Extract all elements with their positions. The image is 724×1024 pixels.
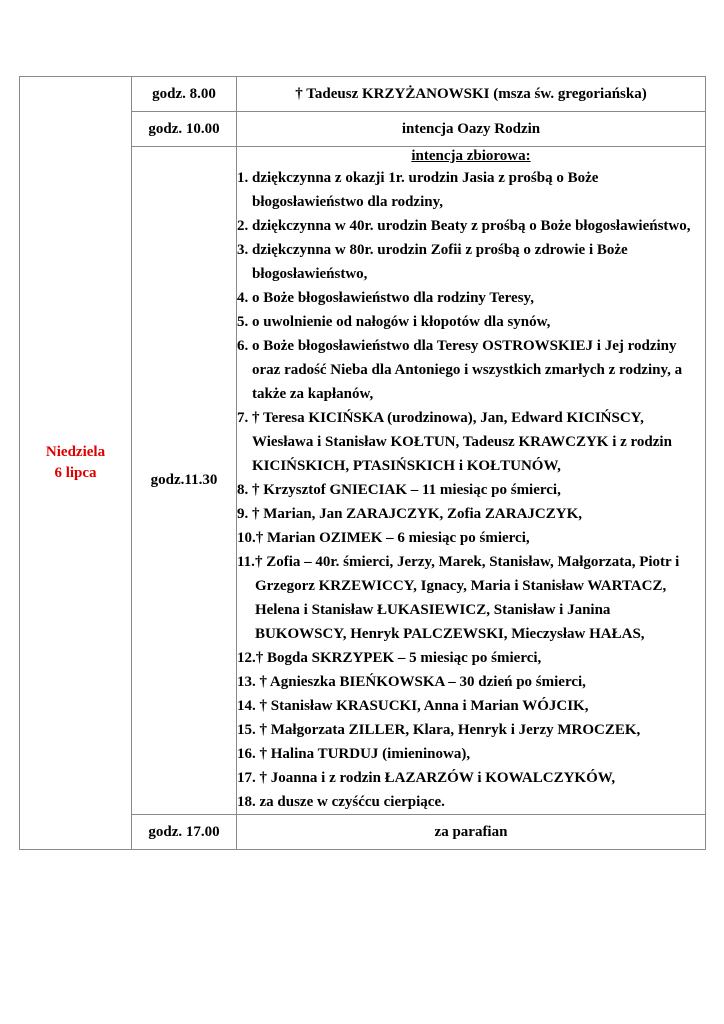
collective-intention-cell (237, 147, 706, 815)
intention-text: † Marian, Jan ZARAJCZYK, Zofia ZARAJCZYK, (252, 506, 583, 522)
intention-text: † Małgorzata ZILLER, Klara, Henryk i Jerzy MROCZEK, (259, 722, 641, 738)
intention-number: 10. (237, 530, 256, 546)
intention-number: 9. (237, 506, 252, 522)
day-date: 6 lipca (54, 465, 97, 481)
intention-text: o uwolnienie od nałogów i kłopotów dla synów, (252, 314, 551, 330)
mass-schedule-table (19, 76, 706, 850)
intention-text: † Bogda SKRZYPEK – 5 miesiąc po śmierci, (255, 650, 542, 666)
collective-intention-heading: intencja zbiorowa: (411, 148, 531, 164)
intention-text: † Teresa KICIŃSKA (urodzinowa), Jan, Edward KICIŃSCY, Wiesława i Stanisław KOŁTUN, Tadeusz KRAWCZYK i z rodzin KICIŃSKICH, PTASIŃSKICH i KOŁTUNÓW, (252, 410, 672, 474)
intention-text: † Agnieszka BIEŃKOWSKA – 30 dzień po śmierci, (259, 674, 586, 690)
list-item (237, 646, 705, 670)
intention-text: dziękczynna z okazji 1r. urodzin Jasia z prośbą o Boże błogosławieństwo dla rodziny, (252, 170, 599, 210)
list-item (237, 214, 705, 238)
intention-text: † Marian OZIMEK – 6 miesiąc po śmierci, (255, 530, 530, 546)
list-item (237, 790, 705, 814)
intention-number: 12. (237, 650, 256, 666)
mass-intention: intencja Oazy Rodzin (237, 112, 706, 147)
intention-text: † Joanna i z rodzin ŁAZARZÓW i KOWALCZYKÓW, (259, 770, 616, 786)
intention-number: 4. (237, 290, 252, 306)
intention-number: 1. (237, 170, 252, 186)
list-item (237, 766, 705, 790)
list-item (237, 670, 705, 694)
list-item (237, 238, 705, 286)
day-name: Niedziela (45, 444, 106, 460)
intention-list (237, 166, 705, 814)
mass-intention: † Tadeusz KRZYŻANOWSKI (msza św. gregoriańska) (237, 77, 706, 112)
list-item (237, 502, 705, 526)
intention-text: † Halina TURDUJ (imieninowa), (259, 746, 471, 762)
intention-text: o Boże błogosławieństwo dla Teresy OSTROWSKIEJ i Jej rodziny oraz radość Nieba dla Antoniego i wszystkich zmarłych z rodziny, a także za kapłanów, (252, 338, 683, 402)
list-item (237, 478, 705, 502)
intention-number: 14. (237, 698, 260, 714)
intention-number: 5. (237, 314, 252, 330)
list-item (237, 526, 705, 550)
intention-number: 7. (237, 410, 252, 426)
list-item (237, 334, 705, 406)
intention-number: 8. (237, 482, 252, 498)
list-item (237, 718, 705, 742)
intention-number: 3. (237, 242, 252, 258)
mass-time: godz.11.30 (132, 147, 237, 815)
list-item (237, 550, 705, 646)
list-item (237, 166, 705, 214)
mass-time: godz. 10.00 (132, 112, 237, 147)
mass-time: godz. 8.00 (132, 77, 237, 112)
intention-number: 15. (237, 722, 260, 738)
intention-text: † Krzysztof GNIECIAK – 11 miesiąc po śmierci, (252, 482, 561, 498)
intention-number: 16. (237, 746, 260, 762)
intention-number: 11. (237, 554, 255, 570)
list-item (237, 694, 705, 718)
table-row (20, 77, 706, 112)
intention-text: † Stanisław KRASUCKI, Anna i Marian WÓJCIK, (259, 698, 589, 714)
intention-number: 13. (237, 674, 260, 690)
mass-intention: za parafian (237, 815, 706, 850)
intention-text: † Zofia – 40r. śmierci, Jerzy, Marek, Stanisław, Małgorzata, Piotr i Grzegorz KRZEWICCY, Ignacy, Maria i Stanisław WARTACZ, Helena i Stanisław ŁUKASIEWICZ, Stanisław i Janina BUKOWSCY, Henryk PALCZEWSKI, Mieczysław HAŁAS, (254, 554, 680, 642)
intention-text: o Boże błogosławieństwo dla rodziny Teresy, (252, 290, 534, 306)
list-item (237, 406, 705, 478)
day-cell (20, 77, 132, 850)
intention-text: dziękczynna w 40r. urodzin Beaty z prośbą o Boże błogosławieństwo, (252, 218, 691, 234)
intention-number: 17. (237, 770, 260, 786)
list-item (237, 310, 705, 334)
list-item (237, 742, 705, 766)
intention-text: za dusze w czyśćcu cierpiące. (259, 794, 445, 810)
intention-number: 6. (237, 338, 252, 354)
intention-number: 2. (237, 218, 252, 234)
intention-number: 18. (237, 794, 260, 810)
intention-text: dziękczynna w 80r. urodzin Zofii z prośbą o zdrowie i Boże błogosławieństwo, (252, 242, 628, 282)
mass-time: godz. 17.00 (132, 815, 237, 850)
list-item (237, 286, 705, 310)
